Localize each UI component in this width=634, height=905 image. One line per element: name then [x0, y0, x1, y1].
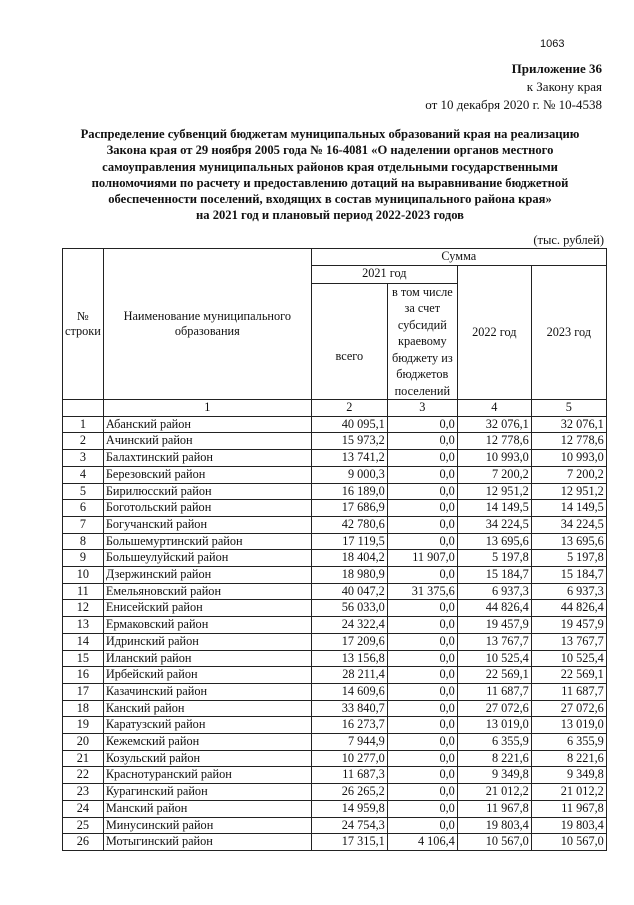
- incl-subsidies-2021: 0,0: [387, 567, 457, 584]
- title-line: обеспеченности поселений, входящих в состав муниципального района края»: [108, 192, 552, 207]
- municipality-name: Емельяновский район: [103, 583, 311, 600]
- table-row: [63, 617, 607, 634]
- row-number: 23: [63, 784, 104, 801]
- amount-2022: 12 951,2: [457, 483, 531, 500]
- table-row: [63, 567, 607, 584]
- total-2021: 28 211,4: [311, 667, 387, 684]
- total-2021: 15 973,2: [311, 433, 387, 450]
- amount-2023: 12 778,6: [531, 433, 606, 450]
- header-2023: 2023 год: [531, 265, 606, 400]
- column-number: 5: [531, 400, 606, 417]
- row-number: 11: [63, 583, 104, 600]
- municipality-name: Абанский район: [103, 416, 311, 433]
- amount-2022: 6 355,9: [457, 734, 531, 751]
- row-number: 15: [63, 650, 104, 667]
- incl-subsidies-2021: 0,0: [387, 700, 457, 717]
- amount-2023: 9 349,8: [531, 767, 606, 784]
- title-line: самоуправления муниципальных районов края отдельными государственными: [102, 159, 558, 174]
- header-2022: 2022 год: [457, 265, 531, 400]
- amount-2023: 11 687,7: [531, 683, 606, 700]
- header-2021: 2021 год: [311, 265, 457, 283]
- header-incl: в том числе за счет субсидий краевому бюджету из бюджетов поселений: [387, 283, 457, 400]
- incl-subsidies-2021: 0,0: [387, 650, 457, 667]
- amount-2022: 11 967,8: [457, 800, 531, 817]
- row-number: 18: [63, 700, 104, 717]
- table-row: [63, 583, 607, 600]
- table-row: [63, 734, 607, 751]
- table-row: [63, 516, 607, 533]
- total-2021: 33 840,7: [311, 700, 387, 717]
- row-number: 6: [63, 500, 104, 517]
- municipality-name: Минусинский район: [103, 817, 311, 834]
- table-row: [63, 817, 607, 834]
- row-number: 1: [63, 416, 104, 433]
- municipality-name: Иланский район: [103, 650, 311, 667]
- incl-subsidies-2021: 0,0: [387, 483, 457, 500]
- table-row: [63, 600, 607, 617]
- table-row: [63, 667, 607, 684]
- row-number: 8: [63, 533, 104, 550]
- row-number: 3: [63, 450, 104, 467]
- total-2021: 18 980,9: [311, 567, 387, 584]
- incl-subsidies-2021: 0,0: [387, 466, 457, 483]
- total-2021: 26 265,2: [311, 784, 387, 801]
- row-number: 17: [63, 683, 104, 700]
- column-number: 1: [103, 400, 311, 417]
- incl-subsidies-2021: 0,0: [387, 800, 457, 817]
- total-2021: 7 944,9: [311, 734, 387, 751]
- row-number: 5: [63, 483, 104, 500]
- incl-subsidies-2021: 0,0: [387, 683, 457, 700]
- amount-2023: 13 695,6: [531, 533, 606, 550]
- incl-subsidies-2021: 31 375,6: [387, 583, 457, 600]
- column-number: 3: [387, 400, 457, 417]
- total-2021: 17 686,9: [311, 500, 387, 517]
- total-2021: 17 209,6: [311, 633, 387, 650]
- municipality-name: Ермаковский район: [103, 617, 311, 634]
- header-sum: Сумма: [311, 249, 606, 266]
- title-line: на 2021 год и плановый период 2022-2023 годов: [196, 208, 464, 223]
- municipality-name: Канский район: [103, 700, 311, 717]
- municipality-name: Идринский район: [103, 633, 311, 650]
- amount-2022: 15 184,7: [457, 567, 531, 584]
- table-row: [63, 550, 607, 567]
- amount-2022: 9 349,8: [457, 767, 531, 784]
- municipality-name: Курагинский район: [103, 784, 311, 801]
- municipality-name: Казачинский район: [103, 683, 311, 700]
- row-number: 12: [63, 600, 104, 617]
- title-line: Распределение субвенций бюджетам муниципальных образований края на реализацию: [80, 127, 580, 141]
- incl-subsidies-2021: 0,0: [387, 767, 457, 784]
- table-row: [63, 834, 607, 851]
- table-row: [63, 450, 607, 467]
- header-total: всего: [311, 283, 387, 400]
- amount-2023: 11 967,8: [531, 800, 606, 817]
- municipality-name: Ирбейский район: [103, 667, 311, 684]
- row-number: 25: [63, 817, 104, 834]
- appendix-title: Приложение 36: [511, 61, 602, 76]
- amount-2023: 8 221,6: [531, 750, 606, 767]
- row-number: 10: [63, 567, 104, 584]
- total-2021: 10 277,0: [311, 750, 387, 767]
- municipality-name: Козульский район: [103, 750, 311, 767]
- amount-2023: 13 019,0: [531, 717, 606, 734]
- row-number: 14: [63, 633, 104, 650]
- total-2021: 17 119,5: [311, 533, 387, 550]
- amount-2023: 15 184,7: [531, 567, 606, 584]
- incl-subsidies-2021: 0,0: [387, 500, 457, 517]
- amount-2023: 27 072,6: [531, 700, 606, 717]
- municipality-name: Енисейский район: [103, 600, 311, 617]
- amount-2022: 10 525,4: [457, 650, 531, 667]
- row-number: 21: [63, 750, 104, 767]
- amount-2023: 34 224,5: [531, 516, 606, 533]
- municipality-name: Манский район: [103, 800, 311, 817]
- document-title: [40, 126, 620, 224]
- table-row: [63, 416, 607, 433]
- amount-2022: 32 076,1: [457, 416, 531, 433]
- amount-2023: 5 197,8: [531, 550, 606, 567]
- total-2021: 17 315,1: [311, 834, 387, 851]
- row-number: 20: [63, 734, 104, 751]
- incl-subsidies-2021: 0,0: [387, 450, 457, 467]
- municipality-name: Богучанский район: [103, 516, 311, 533]
- amount-2023: 13 767,7: [531, 633, 606, 650]
- incl-subsidies-2021: 4 106,4: [387, 834, 457, 851]
- amount-2022: 8 221,6: [457, 750, 531, 767]
- total-2021: 16 189,0: [311, 483, 387, 500]
- municipality-name: Кежемский район: [103, 734, 311, 751]
- amount-2022: 7 200,2: [457, 466, 531, 483]
- table-row: [63, 750, 607, 767]
- incl-subsidies-2021: 0,0: [387, 667, 457, 684]
- incl-subsidies-2021: 0,0: [387, 433, 457, 450]
- amount-2023: 21 012,2: [531, 784, 606, 801]
- amount-2022: 14 149,5: [457, 500, 531, 517]
- amount-2022: 19 803,4: [457, 817, 531, 834]
- table-row: [63, 533, 607, 550]
- incl-subsidies-2021: 0,0: [387, 516, 457, 533]
- municipality-name: Балахтинский район: [103, 450, 311, 467]
- incl-subsidies-2021: 0,0: [387, 817, 457, 834]
- table-row: [63, 500, 607, 517]
- amount-2022: 10 567,0: [457, 834, 531, 851]
- incl-subsidies-2021: 0,0: [387, 633, 457, 650]
- amount-2022: 27 072,6: [457, 700, 531, 717]
- amount-2023: 10 525,4: [531, 650, 606, 667]
- amount-2022: 5 197,8: [457, 550, 531, 567]
- incl-subsidies-2021: 11 907,0: [387, 550, 457, 567]
- total-2021: 9 000,3: [311, 466, 387, 483]
- total-2021: 14 959,8: [311, 800, 387, 817]
- unit-label: (тыс. рублей): [533, 233, 604, 247]
- table-row: [63, 700, 607, 717]
- row-number: 16: [63, 667, 104, 684]
- incl-subsidies-2021: 0,0: [387, 784, 457, 801]
- row-number: 26: [63, 834, 104, 851]
- amount-2023: 44 826,4: [531, 600, 606, 617]
- table-row: [63, 633, 607, 650]
- row-number: 2: [63, 433, 104, 450]
- incl-subsidies-2021: 0,0: [387, 600, 457, 617]
- row-number: 13: [63, 617, 104, 634]
- total-2021: 13 156,8: [311, 650, 387, 667]
- amount-2023: 10 567,0: [531, 834, 606, 851]
- amount-2023: 6 355,9: [531, 734, 606, 751]
- municipality-name: Березовский район: [103, 466, 311, 483]
- total-2021: 18 404,2: [311, 550, 387, 567]
- municipality-name: Боготольский район: [103, 500, 311, 517]
- municipality-name: Большеулуйский район: [103, 550, 311, 567]
- subsidy-table: [62, 248, 607, 851]
- amount-2022: 11 687,7: [457, 683, 531, 700]
- table-row: [63, 683, 607, 700]
- table-row: [63, 767, 607, 784]
- incl-subsidies-2021: 0,0: [387, 734, 457, 751]
- column-number: 2: [311, 400, 387, 417]
- row-number: 4: [63, 466, 104, 483]
- amount-2023: 14 149,5: [531, 500, 606, 517]
- municipality-name: Мотыгинский район: [103, 834, 311, 851]
- total-2021: 24 322,4: [311, 617, 387, 634]
- amount-2023: 6 937,3: [531, 583, 606, 600]
- amount-2022: 44 826,4: [457, 600, 531, 617]
- total-2021: 42 780,6: [311, 516, 387, 533]
- appendix-block: [425, 60, 602, 114]
- header-num: № строки: [63, 249, 104, 400]
- title-line: полномочиями по расчету и предоставлению дотаций на выравнивание бюджетной: [91, 175, 569, 190]
- table-row: [63, 784, 607, 801]
- appendix-line2: от 10 декабря 2020 г. № 10-4538: [425, 97, 602, 112]
- amount-2023: 22 569,1: [531, 667, 606, 684]
- row-number: 24: [63, 800, 104, 817]
- header-name: Наименование муниципального образования: [103, 249, 311, 400]
- total-2021: 14 609,6: [311, 683, 387, 700]
- table-row: [63, 650, 607, 667]
- total-2021: 11 687,3: [311, 767, 387, 784]
- amount-2022: 13 767,7: [457, 633, 531, 650]
- municipality-name: Ачинский район: [103, 433, 311, 450]
- amount-2023: 7 200,2: [531, 466, 606, 483]
- incl-subsidies-2021: 0,0: [387, 617, 457, 634]
- table-row: [63, 717, 607, 734]
- amount-2023: 32 076,1: [531, 416, 606, 433]
- municipality-name: Большемуртинский район: [103, 533, 311, 550]
- incl-subsidies-2021: 0,0: [387, 416, 457, 433]
- amount-2022: 22 569,1: [457, 667, 531, 684]
- table-row: [63, 800, 607, 817]
- title-line: Закона края от 29 ноября 2005 года № 16-4081 «О наделении органов местного: [106, 143, 554, 158]
- amount-2023: 10 993,0: [531, 450, 606, 467]
- row-number: 9: [63, 550, 104, 567]
- total-2021: 16 273,7: [311, 717, 387, 734]
- amount-2022: 13 019,0: [457, 717, 531, 734]
- total-2021: 56 033,0: [311, 600, 387, 617]
- total-2021: 24 754,3: [311, 817, 387, 834]
- table-row: [63, 483, 607, 500]
- page-number: 1063: [540, 38, 565, 50]
- row-number: 19: [63, 717, 104, 734]
- municipality-name: Каратузский район: [103, 717, 311, 734]
- incl-subsidies-2021: 0,0: [387, 750, 457, 767]
- amount-2022: 21 012,2: [457, 784, 531, 801]
- incl-subsidies-2021: 0,0: [387, 717, 457, 734]
- amount-2023: 19 803,4: [531, 817, 606, 834]
- total-2021: 40 095,1: [311, 416, 387, 433]
- row-number: 7: [63, 516, 104, 533]
- municipality-name: Дзержинский район: [103, 567, 311, 584]
- amount-2022: 13 695,6: [457, 533, 531, 550]
- amount-2022: 12 778,6: [457, 433, 531, 450]
- incl-subsidies-2021: 0,0: [387, 533, 457, 550]
- column-number: 4: [457, 400, 531, 417]
- total-2021: 40 047,2: [311, 583, 387, 600]
- municipality-name: Бирилюсский район: [103, 483, 311, 500]
- total-2021: 13 741,2: [311, 450, 387, 467]
- appendix-line1: к Закону края: [526, 79, 602, 94]
- amount-2022: 6 937,3: [457, 583, 531, 600]
- row-number: 22: [63, 767, 104, 784]
- amount-2022: 19 457,9: [457, 617, 531, 634]
- column-number: [63, 400, 104, 417]
- amount-2023: 19 457,9: [531, 617, 606, 634]
- table-row: [63, 466, 607, 483]
- municipality-name: Краснотуранский район: [103, 767, 311, 784]
- amount-2022: 34 224,5: [457, 516, 531, 533]
- table-row: [63, 433, 607, 450]
- amount-2023: 12 951,2: [531, 483, 606, 500]
- amount-2022: 10 993,0: [457, 450, 531, 467]
